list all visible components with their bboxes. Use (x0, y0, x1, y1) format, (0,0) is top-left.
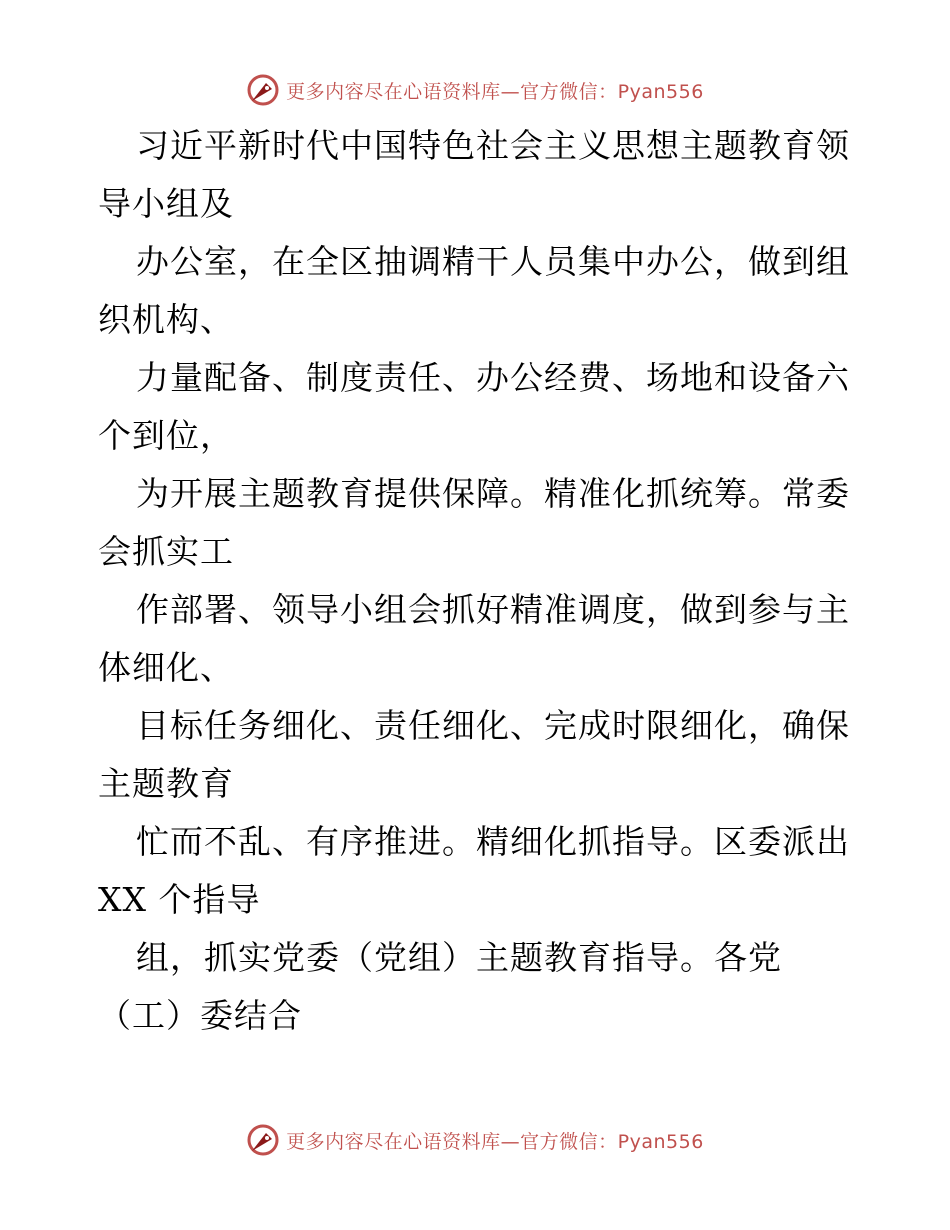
pen-nib-logo-icon (246, 73, 280, 107)
text-line: 组，抓实党委（党组）主题教育指导。各党 (136, 938, 782, 977)
text-line: 力量配备、制度责任、办公经费、场地和设备六 (136, 358, 850, 397)
text-line: 个到位， (98, 416, 234, 455)
pen-nib-logo-icon (246, 1123, 280, 1157)
text-line: XX 个指导 (98, 880, 261, 919)
text-line: 主题教育 (98, 764, 234, 803)
text-line: 导小组及 (98, 184, 234, 223)
text-line: 织机构、 (98, 300, 234, 339)
document-body (98, 117, 858, 1045)
text-line: 办公室，在全区抽调精干人员集中办公，做到组 (136, 242, 850, 281)
text-line: 目标任务细化、责任细化、完成时限细化，确保 (136, 706, 850, 745)
watermark-text: 更多内容尽在心语资料库—官方微信：Pyan556 (286, 1130, 704, 1153)
watermark-text: 更多内容尽在心语资料库—官方微信：Pyan556 (286, 80, 704, 103)
footer-watermark (0, 1120, 950, 1160)
text-line: 作部署、领导小组会抓好精准调度，做到参与主 (136, 590, 850, 629)
text-line: 习近平新时代中国特色社会主义思想主题教育领 (136, 126, 850, 165)
header-watermark (0, 70, 950, 110)
text-line: （工）委结合 (98, 996, 302, 1035)
text-line: 忙而不乱、有序推进。精细化抓指导。区委派出 (136, 822, 850, 861)
text-line: 会抓实工 (98, 532, 234, 571)
text-line: 为开展主题教育提供保障。精准化抓统筹。常委 (136, 474, 850, 513)
text-line: 体细化、 (98, 648, 234, 687)
